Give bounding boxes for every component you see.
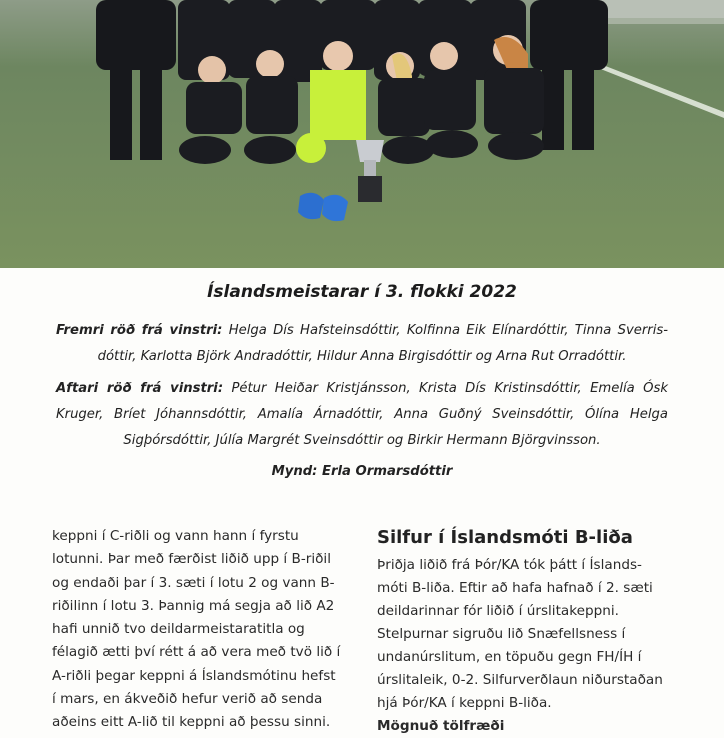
left-line: hafi unnið tvo deildarmeistaratitla og [52,621,305,638]
photo-credit [0,464,724,479]
caption-front-row [56,318,668,370]
left-line: lotunni. Þar með færðist liðið upp í B-riðil [52,551,331,568]
back-row-names: Pétur Heiðar Kristjánsson, Krista Dís Kristinsdóttir, Emelía Ósk Kruger, Bríet Jóhannsdóttir, Amalía Árnadóttir, Anna Guðný Sveinsdóttir, Ólína Helga Sigþórsdóttir, Júlía Margrét Sveinsdóttir og Birkir Hermann Björgvinsson. [56,381,668,448]
left-line: í mars, en ákveðið hefur verið að senda [52,691,323,708]
back-row-label: Aftari röð frá vinstri: [56,381,224,396]
right-line: móti B-liða. Eftir að hafa hafnað í 2. sæti [377,580,653,596]
left-line: félagið ætti því rétt á að vera með tvö lið í [52,644,341,661]
subsection-heading: Mögnuð tölfræði [377,718,505,734]
left-line: A-riðli þegar keppni á Íslandsmótinu hefst [52,667,336,684]
section-heading: Silfur í Íslandsmóti B-liða [377,527,633,548]
right-line: undanúrslitum, en töpuðu gegn FH/ÍH í [377,649,642,665]
team-photo-illustration [0,0,724,268]
front-row-names: Helga Dís Hafsteinsdóttir, Kolfinna Eik Elínardóttir, Tinna Sverris-dóttir, Karlotta Björk Andradóttir, Hildur Anna Birgisdóttir og Arna Rut Orradóttir. [97,323,669,364]
left-column [52,525,348,735]
right-line: Þriðja liðið frá Þór/KA tók þátt í Íslands- [377,557,642,573]
photo-credit-label: Mynd: Erla Ormarsdóttir [271,464,453,479]
right-line: hjá Þór/KA í keppni B-liða. [377,695,552,711]
section-paragraph [377,554,677,715]
right-line: deildarinnar fór liðið í úrslitakeppni. [377,603,619,619]
team-photo [0,0,724,268]
caption-back-row [56,376,668,454]
left-line: og endaði þar í 3. sæti í lotu 2 og vann B- [52,574,335,591]
front-row-label: Fremri röð frá vinstri: [56,323,223,338]
right-line: úrslitaleik, 0-2. Silfurverðlaun niðurstaðan [377,672,663,688]
right-column [377,527,677,738]
caption-title: Íslandsmeistarar í 3. flokki 2022 [207,282,517,302]
left-line: aðeins eitt A-lið til keppni að þessu sinni. [52,714,331,731]
left-line: riðilinn í lotu 3. Þannig má segja að lið A2 [52,597,335,614]
left-line: keppni í C-riðli og vann hann í fyrstu [52,528,299,544]
right-line: Stelpurnar sigruðu lið Snæfellsness í [377,626,626,642]
